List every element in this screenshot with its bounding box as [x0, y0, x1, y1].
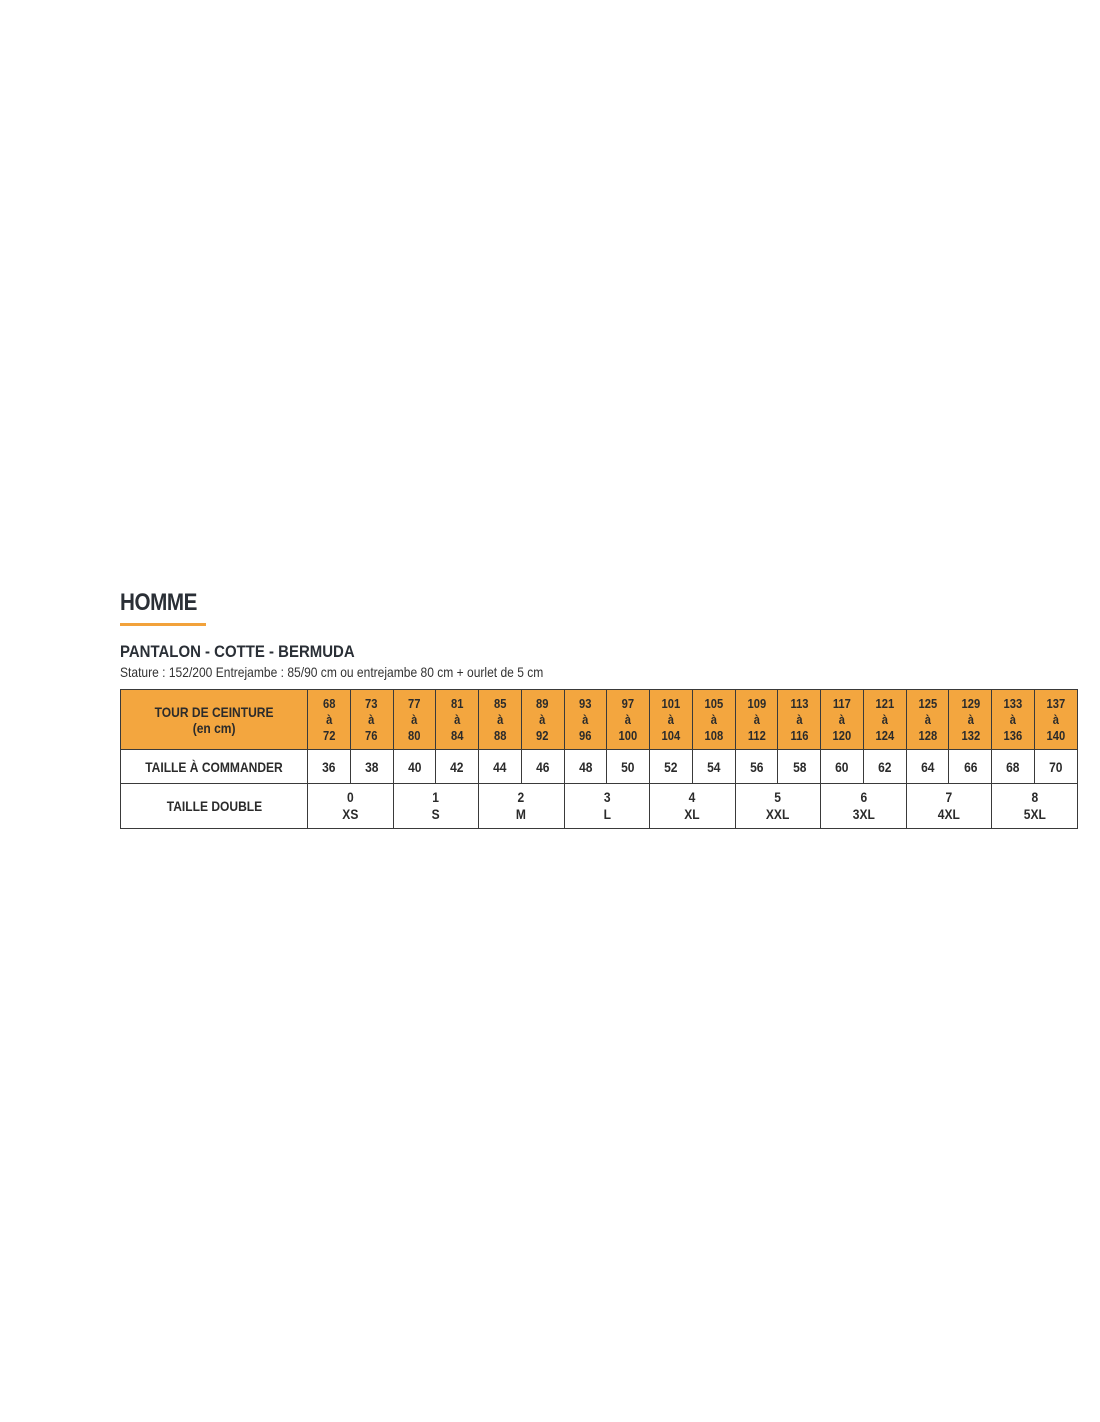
- order-size-value: 60: [835, 758, 849, 775]
- waist-range-separator: à: [838, 711, 846, 727]
- waist-range-separator: à: [1010, 711, 1017, 727]
- double-size-cell: [735, 784, 821, 829]
- waist-range-cell: [735, 690, 778, 750]
- double-size-letter: XL: [684, 806, 701, 822]
- waist-range-cell: [350, 690, 393, 750]
- waist-range-min: 101: [661, 695, 681, 711]
- double-size-number: 3: [603, 789, 611, 805]
- waist-range-min: 137: [1046, 695, 1066, 711]
- order-size-value: 56: [749, 758, 764, 775]
- double-size: [685, 789, 700, 823]
- waist-range-cell: [607, 690, 650, 750]
- double-size-number: 5: [774, 789, 782, 805]
- order-size-cell: [863, 750, 906, 784]
- double-size-cell: [308, 784, 394, 829]
- waist-label: TOUR DE CEINTURE: [154, 703, 274, 720]
- waist-range-max: 132: [961, 727, 980, 743]
- waist-range: [747, 696, 766, 744]
- waist-range: [1004, 696, 1023, 744]
- waist-range-min: 77: [408, 695, 421, 711]
- order-size-cell: [821, 750, 864, 784]
- double-size: [432, 789, 440, 823]
- waist-range-separator: à: [368, 711, 375, 727]
- waist-range: [961, 696, 980, 744]
- waist-range: [790, 696, 808, 744]
- waist-range: [833, 696, 852, 744]
- double-size-label: TAILLE DOUBLE: [166, 798, 262, 814]
- order-size-cell: [308, 750, 351, 784]
- waist-range-max: 76: [365, 727, 378, 743]
- order-size-cell: [650, 750, 693, 784]
- order-size-cell: [692, 750, 735, 784]
- waist-range-min: 117: [833, 695, 852, 711]
- double-size-cell: [821, 784, 907, 829]
- waist-range: [918, 696, 937, 744]
- waist-range-min: 93: [579, 695, 592, 711]
- measurement-note: Stature : 152/200 Entrejambe : 85/90 cm ou entrejambe 80 cm + ourlet de 5 cm: [120, 664, 544, 680]
- waist-range-separator: à: [411, 711, 418, 727]
- waist-range-max: 120: [832, 727, 852, 743]
- double-size-label-cell: [121, 784, 308, 829]
- double-size-letter: L: [603, 806, 611, 822]
- double-size: [766, 789, 789, 823]
- section-title: HOMME: [120, 589, 197, 616]
- order-size-cell: [992, 750, 1035, 784]
- double-size-row: [121, 784, 1078, 829]
- waist-range-cell: [992, 690, 1035, 750]
- waist-range-cell: [692, 690, 735, 750]
- order-size-cell: [436, 750, 479, 784]
- waist-range-cell: [949, 690, 992, 750]
- waist-range-cell: [906, 690, 949, 750]
- double-size-letter: 5XL: [1023, 806, 1046, 822]
- waist-range-min: 105: [704, 695, 724, 711]
- double-size-number: 1: [432, 789, 440, 805]
- waist-range-separator: à: [582, 711, 589, 727]
- waist-range-cell: [650, 690, 693, 750]
- waist-range: [662, 696, 681, 744]
- order-size-cell: [778, 750, 821, 784]
- waist-range-min: 125: [918, 695, 937, 711]
- waist-row: [121, 690, 1078, 750]
- waist-range-separator: à: [924, 711, 931, 727]
- waist-range-cell: [521, 690, 564, 750]
- double-size: [603, 789, 610, 823]
- waist-range-separator: à: [325, 711, 332, 727]
- waist-label-cell: [121, 690, 308, 750]
- double-size-letter: XS: [342, 806, 359, 822]
- waist-range-cell: [308, 690, 351, 750]
- waist-range: [619, 696, 638, 744]
- order-size-cell: [350, 750, 393, 784]
- order-size-row: [121, 750, 1078, 784]
- order-size-cell: [1035, 750, 1078, 784]
- waist-range-cell: [393, 690, 436, 750]
- waist-range: [408, 696, 420, 744]
- size-chart-table: [120, 689, 1078, 829]
- waist-unit: (en cm): [192, 719, 236, 736]
- order-size-value: 40: [407, 758, 422, 775]
- waist-range-max: 72: [322, 727, 336, 743]
- waist-range-min: 81: [450, 695, 464, 711]
- waist-range-max: 96: [579, 727, 592, 743]
- waist-range-min: 85: [493, 695, 507, 711]
- double-size-cell: [906, 784, 992, 829]
- waist-range-max: 80: [408, 727, 421, 743]
- waist-range-separator: à: [539, 711, 546, 727]
- waist-range-cell: [479, 690, 522, 750]
- order-size-cell: [479, 750, 522, 784]
- waist-range-min: 68: [322, 695, 336, 711]
- order-size-value: 52: [664, 758, 678, 775]
- order-size-value: 58: [792, 758, 807, 775]
- waist-range: [704, 696, 723, 744]
- waist-range-min: 89: [536, 695, 549, 711]
- double-size-letter: M: [516, 806, 527, 822]
- waist-range-cell: [821, 690, 864, 750]
- double-size-cell: [393, 784, 479, 829]
- waist-range: [451, 696, 463, 744]
- waist-range: [323, 696, 335, 744]
- product-title: PANTALON - COTTE - BERMUDA: [120, 642, 355, 661]
- double-size-cell: [479, 784, 565, 829]
- order-size-cell: [393, 750, 436, 784]
- double-size-cell: [564, 784, 650, 829]
- waist-range-min: 121: [875, 695, 895, 711]
- order-size-label-cell: [121, 750, 308, 784]
- waist-range-min: 113: [790, 695, 809, 711]
- waist-range: [579, 696, 591, 744]
- order-size-value: 38: [364, 758, 379, 775]
- waist-range-separator: à: [967, 711, 974, 727]
- order-size-value: 42: [450, 758, 464, 775]
- waist-range-max: 88: [493, 727, 507, 743]
- double-size: [1024, 789, 1046, 823]
- waist-range-min: 73: [365, 695, 378, 711]
- waist-range-max: 84: [450, 727, 464, 743]
- waist-range: [494, 696, 506, 744]
- order-size-value: 54: [707, 758, 721, 775]
- order-size-cell: [521, 750, 564, 784]
- waist-range-min: 129: [961, 695, 980, 711]
- order-size-cell: [564, 750, 607, 784]
- waist-range-max: 128: [918, 727, 937, 743]
- order-size-value: 64: [920, 758, 935, 775]
- order-size-value: 62: [878, 758, 892, 775]
- waist-range-max: 108: [704, 727, 724, 743]
- double-size-number: 0: [346, 789, 354, 805]
- double-size-cell: [992, 784, 1078, 829]
- double-size-number: 8: [1031, 789, 1038, 805]
- order-size-value: 36: [322, 758, 336, 775]
- double-size-number: 2: [517, 789, 525, 805]
- double-size-letter: 3XL: [852, 806, 875, 822]
- order-size-cell: [949, 750, 992, 784]
- waist-range: [536, 696, 548, 744]
- waist-range-max: 124: [875, 727, 895, 743]
- double-size-letter: XXL: [766, 806, 790, 822]
- double-size-cell: [650, 784, 736, 829]
- waist-range-max: 140: [1046, 727, 1066, 743]
- waist-range-cell: [778, 690, 821, 750]
- waist-range-separator: à: [625, 711, 632, 727]
- waist-range-min: 109: [747, 695, 766, 711]
- order-size-label: TAILLE À COMMANDER: [145, 758, 283, 775]
- order-size-cell: [735, 750, 778, 784]
- double-size: [852, 789, 874, 823]
- order-size-value: 66: [963, 758, 978, 775]
- order-size-value: 46: [536, 758, 550, 775]
- waist-range-max: 100: [618, 727, 638, 743]
- waist-range-separator: à: [667, 711, 675, 727]
- double-size-number: 4: [689, 789, 696, 805]
- title-underline: [120, 623, 206, 626]
- double-size: [938, 789, 960, 823]
- waist-range-separator: à: [753, 711, 760, 727]
- waist-range-separator: à: [881, 711, 888, 727]
- waist-range: [365, 696, 377, 744]
- waist-range-separator: à: [454, 711, 461, 727]
- waist-range-max: 92: [536, 727, 549, 743]
- order-size-value: 70: [1049, 758, 1063, 775]
- waist-range-max: 112: [747, 727, 766, 743]
- waist-range-separator: à: [710, 711, 717, 727]
- double-size: [516, 789, 526, 823]
- waist-range-separator: à: [1052, 711, 1060, 727]
- waist-range-separator: à: [496, 711, 504, 727]
- double-size-number: 7: [945, 789, 953, 805]
- order-size-value: 50: [621, 758, 635, 775]
- waist-range-max: 136: [1003, 727, 1023, 743]
- waist-range-max: 116: [790, 727, 809, 743]
- waist-range: [1047, 696, 1066, 744]
- double-size-letter: S: [431, 806, 440, 822]
- waist-range-min: 133: [1003, 695, 1023, 711]
- order-size-cell: [906, 750, 949, 784]
- double-size-letter: 4XL: [937, 806, 961, 822]
- waist-range-cell: [436, 690, 479, 750]
- waist-range-min: 97: [622, 695, 635, 711]
- waist-range-cell: [1035, 690, 1078, 750]
- order-size-value: 68: [1006, 758, 1020, 775]
- order-size-cell: [607, 750, 650, 784]
- order-size-value: 44: [493, 758, 507, 775]
- waist-range-cell: [564, 690, 607, 750]
- waist-range-cell: [863, 690, 906, 750]
- waist-range: [876, 696, 895, 744]
- double-size: [342, 789, 358, 823]
- waist-range-max: 104: [661, 727, 681, 743]
- waist-range-separator: à: [796, 711, 803, 727]
- double-size-number: 6: [860, 789, 867, 805]
- order-size-value: 48: [578, 758, 593, 775]
